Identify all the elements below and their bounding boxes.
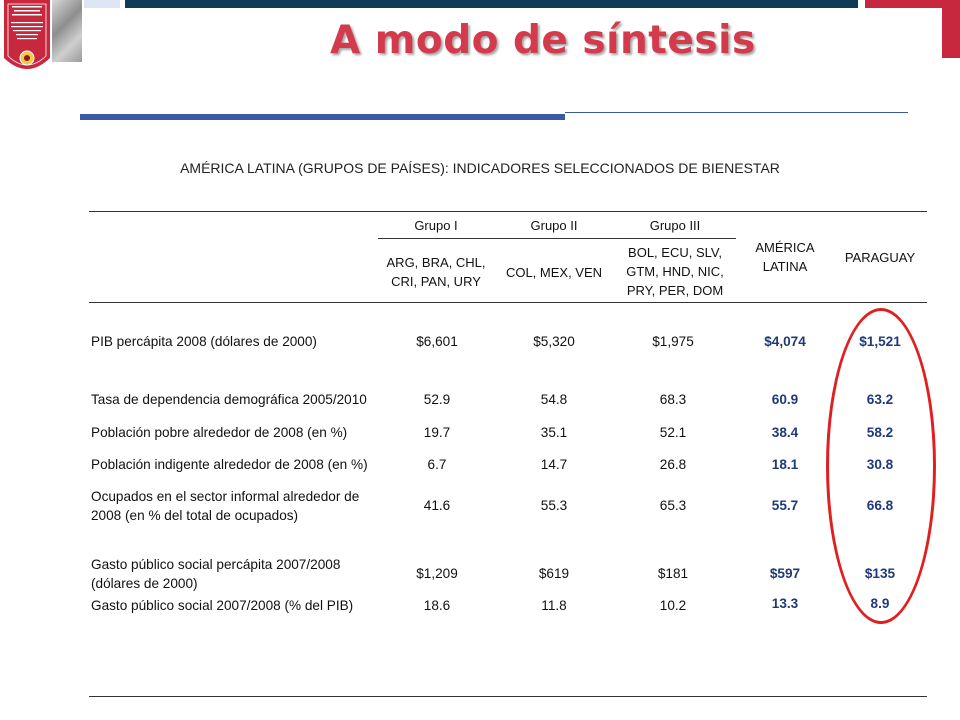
cell-g2: 14.7 <box>540 457 568 472</box>
cell-g1: 19.7 <box>423 425 451 440</box>
header-bottom-rule <box>89 302 927 303</box>
row-label-multiline: Ocupados en el sector informal alrededor de 2008 (en % del total de ocupados) <box>91 489 360 523</box>
cell-latam: $597 <box>769 566 801 581</box>
cell-g3: 52.1 <box>659 425 687 440</box>
top-accent-bar <box>125 0 858 8</box>
group3-header: Grupo III <box>649 218 701 233</box>
cell-paraguay: 58.2 <box>866 425 894 440</box>
cell-g3: $1,975 <box>652 334 694 349</box>
table-caption: AMÉRICA LATINA (GRUPOS DE PAÍSES): INDICADORES SELECCIONADOS DE BIENESTAR <box>180 160 780 176</box>
cell-g2: 35.1 <box>540 425 568 440</box>
cell-g1: 6.7 <box>427 457 447 472</box>
row-label: Población indigente alrededor de 2008 (en %) <box>91 457 368 472</box>
group2-countries: COL, MEX, VEN <box>505 265 603 280</box>
cell-g2: $619 <box>538 566 570 581</box>
title-underline <box>80 114 565 120</box>
paraguay-highlight-oval <box>826 308 936 624</box>
latam-header: AMÉRICA LATINA <box>755 240 815 274</box>
cell-paraguay: 63.2 <box>866 392 894 407</box>
header-photo-strip <box>84 0 120 8</box>
cell-g2: 55.3 <box>540 498 568 513</box>
row-label: PIB percápita 2008 (dólares de 2000) <box>91 334 317 349</box>
cell-latam: 18.1 <box>771 457 799 472</box>
header-photo <box>52 0 82 62</box>
paraguay-header: PARAGUAY <box>844 250 916 265</box>
cell-g1: $1,209 <box>416 566 458 581</box>
cell-paraguay: 30.8 <box>866 457 894 472</box>
cell-paraguay: $1,521 <box>859 334 901 349</box>
cell-g1: 41.6 <box>423 498 451 513</box>
cell-latam: $4,074 <box>764 334 806 349</box>
cell-g3: 10.2 <box>659 598 687 613</box>
table-top-rule <box>89 211 927 212</box>
cell-latam: 60.9 <box>771 392 799 407</box>
table-bottom-rule <box>89 696 927 697</box>
cell-g2: 11.8 <box>541 598 567 613</box>
cell-g2: 54.8 <box>540 392 568 407</box>
group1-header: Grupo I <box>414 218 458 233</box>
cell-g2: $5,320 <box>533 334 575 349</box>
cell-latam: 13.3 <box>771 596 799 611</box>
cell-paraguay: 8.9 <box>870 596 890 611</box>
corner-accent <box>942 0 960 58</box>
cell-g1: 18.6 <box>423 598 451 613</box>
cell-g1: 52.9 <box>423 392 451 407</box>
cell-paraguay: $135 <box>864 566 896 581</box>
cell-latam: 38.4 <box>771 425 799 440</box>
title-underline-thin <box>565 112 908 113</box>
cell-g3: 68.3 <box>659 392 687 407</box>
group3-countries: BOL, ECU, SLV, GTM, HND, NIC, PRY, PER, DOM <box>626 245 724 298</box>
cell-paraguay: 66.8 <box>866 498 894 513</box>
group1-countries: ARG, BRA, CHL, CRI, PAN, URY <box>386 255 486 289</box>
row-label: Población pobre alrededor de 2008 (en %) <box>91 425 348 440</box>
row-label-multiline: Gasto público social percápita 2007/2008 (dólares de 2000) <box>91 557 341 591</box>
cell-g1: $6,601 <box>416 334 458 349</box>
page-title: A modo de síntesis <box>330 18 756 63</box>
row-label: Gasto público social 2007/2008 (% del PIB) <box>91 598 354 613</box>
group2-header: Grupo II <box>530 218 578 233</box>
cell-g3: 65.3 <box>659 498 687 513</box>
cell-latam: 55.7 <box>771 498 799 513</box>
row-label: Tasa de dependencia demográfica 2005/2010 <box>91 392 367 407</box>
cell-g3: $181 <box>657 566 689 581</box>
ministry-logo <box>2 0 52 80</box>
group-header-rule <box>378 238 736 239</box>
cell-g3: 26.8 <box>659 457 687 472</box>
